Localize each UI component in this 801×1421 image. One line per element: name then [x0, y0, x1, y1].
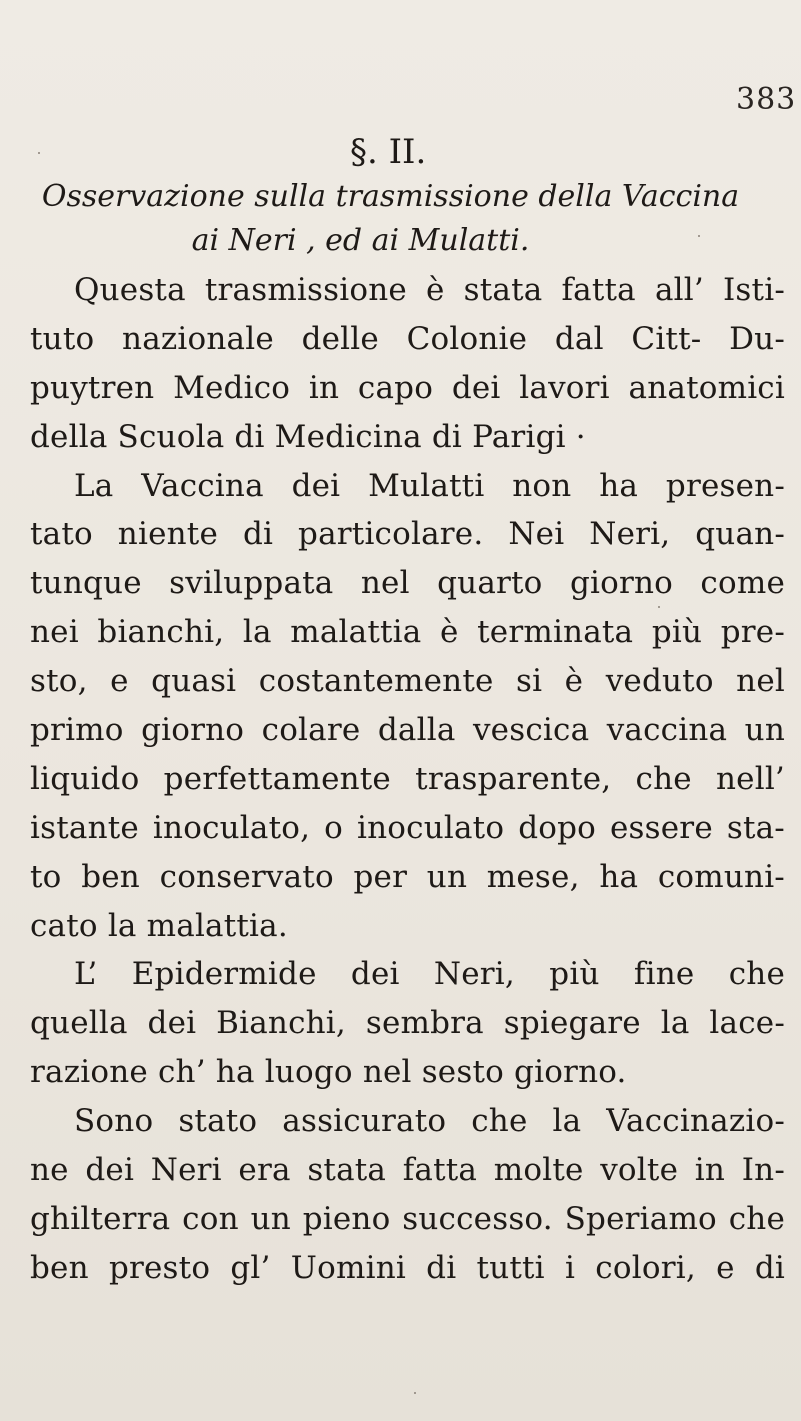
text-line: ghilterra con un pieno successo. Speriamo che [30, 1200, 785, 1237]
text-line: sto, e quasi costantemente si è veduto nel [30, 663, 785, 700]
paper-speck [698, 235, 700, 237]
text-line: ne dei Neri era stata fatta molte volte in In- [30, 1152, 785, 1189]
text-line: La Vaccina dei Mulatti non ha presen- [74, 467, 785, 504]
title-line-1: Osservazione sulla trasmissione della Vaccina [41, 179, 740, 214]
text-line: nei bianchi, la malattia è terminata più pre- [30, 614, 785, 651]
paper-speck [414, 1392, 416, 1394]
text-line: Sono stato assicurato che la Vaccinazio- [74, 1103, 785, 1140]
text-line: quella dei Bianchi, sembra spiegare la lace- [30, 1005, 785, 1042]
text-line: L’ Epidermide dei Neri, più fine che [74, 956, 785, 993]
text-line: tuto nazionale delle Colonie dal Citt- Du- [30, 320, 785, 357]
observation-title [0, 175, 801, 263]
text-line: tato niente di particolare. Nei Neri, quan- [30, 516, 785, 553]
text-line: della Scuola di Medicina di Parigi · [30, 418, 586, 455]
section-heading: §. II. [350, 132, 427, 172]
paper-speck [38, 152, 40, 154]
text-line: primo giorno colare dalla vescica vaccina un [30, 712, 785, 749]
title-line-2: ai Neri , ed ai Mulatti. [191, 223, 530, 258]
body-text [30, 266, 785, 1293]
page-number: 383 [736, 82, 797, 117]
text-line: tunque sviluppata nel quarto giorno come [30, 565, 785, 602]
paper-speck [658, 606, 660, 608]
text-line: puytren Medico in capo dei lavori anatomici [30, 369, 785, 406]
text-line: razione ch’ ha luogo nel sesto giorno. [30, 1054, 627, 1091]
text-line: cato la malattia. [30, 907, 288, 944]
text-line: istante inoculato, o inoculato dopo essere sta- [30, 809, 785, 846]
text-line: Questa trasmissione è stata fatta all’ Isti- [74, 272, 785, 308]
text-line: to ben conservato per un mese, ha comuni- [30, 858, 785, 895]
text-line: ben presto gl’ Uomini di tutti i colori, e di [30, 1249, 785, 1286]
text-line: liquido perfettamente trasparente, che nell’ [30, 760, 785, 797]
